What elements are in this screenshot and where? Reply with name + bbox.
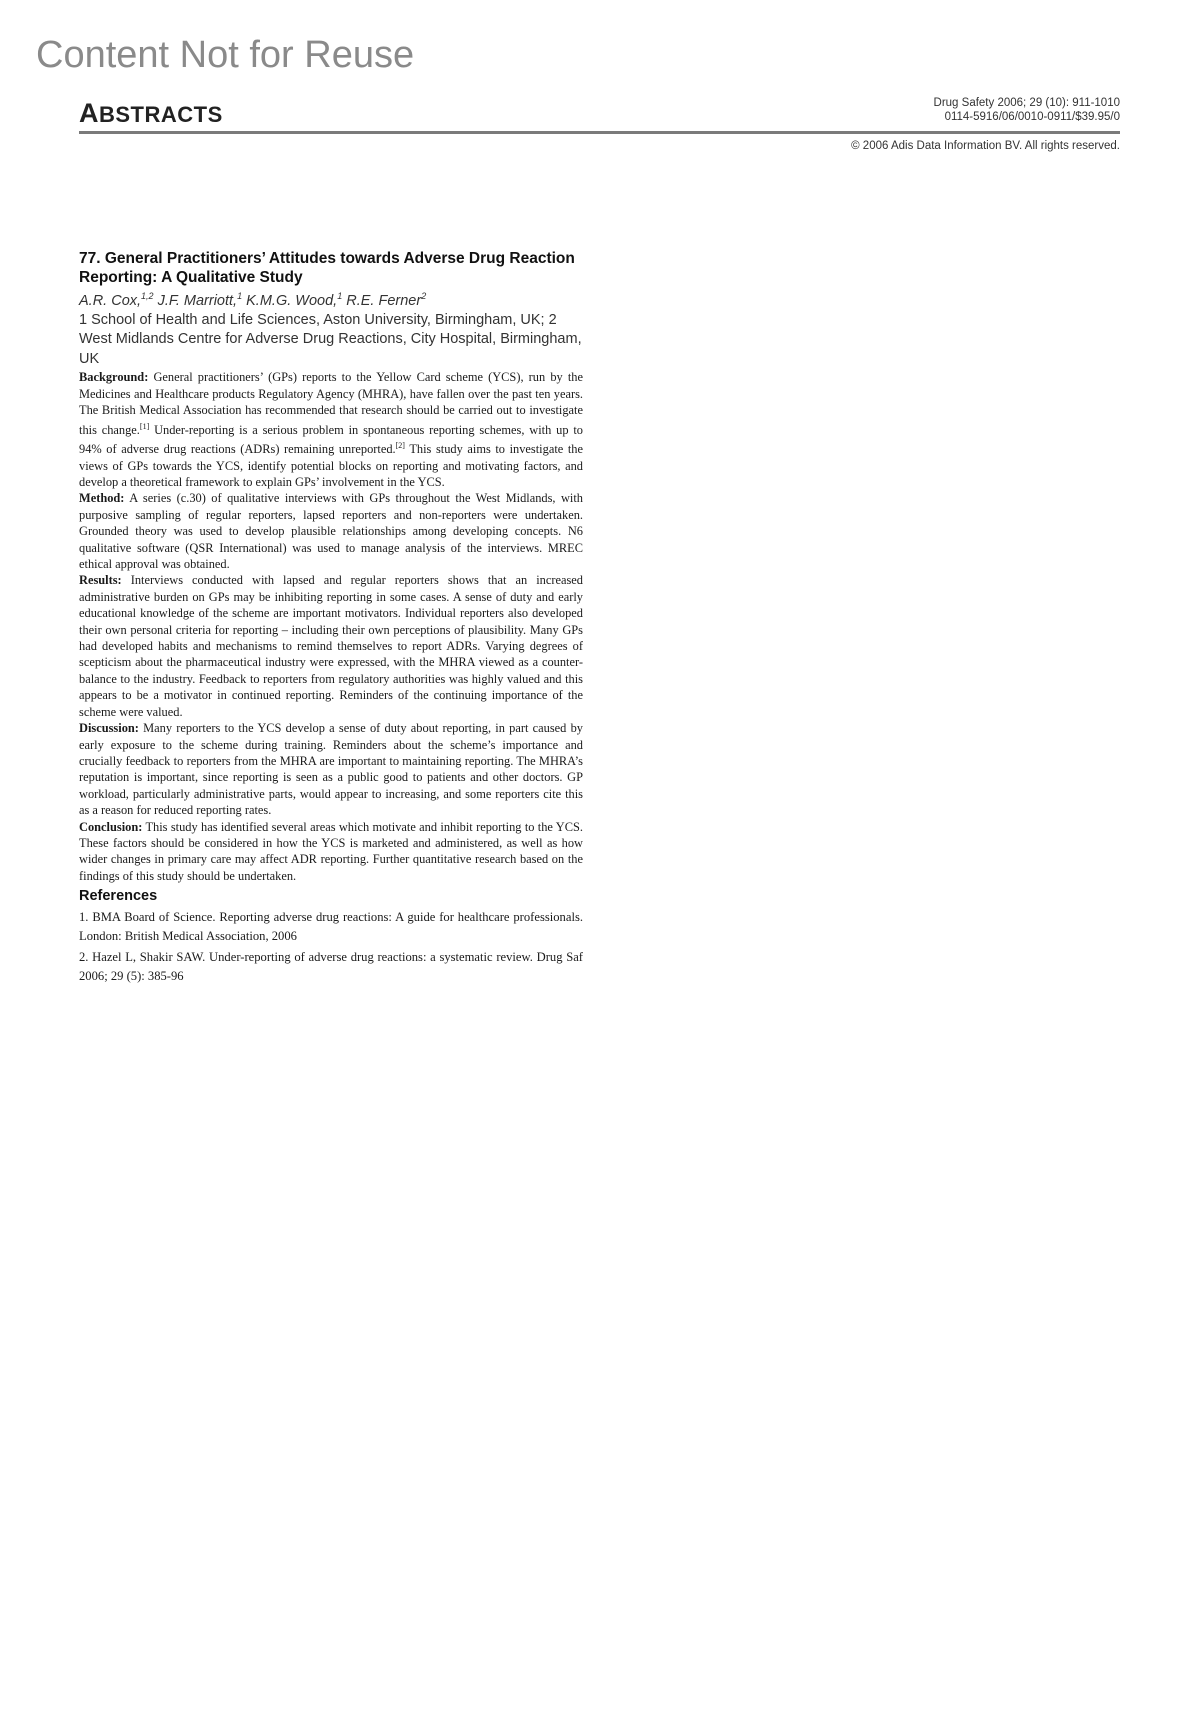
- copyright-notice: © 2006 Adis Data Information BV. All rights reserved.: [851, 140, 1120, 152]
- discussion-label: Discussion:: [79, 721, 139, 736]
- citation-marker: [2]: [395, 441, 405, 451]
- results-label: Results:: [79, 573, 122, 588]
- discussion-paragraph: [79, 720, 583, 818]
- method-text: A series (c.30) of qualitative interviews with GPs throughout the West Midlands, with purposive sampling of regular reporters, lapsed reporters and non-reporters were undertaken. Grounded theory was used to develop plausible relationships among developing concepts. N6 qualitative software (QSR International) was used to manage analysis of the interviews. MREC ethical approval was obtained.: [79, 491, 583, 572]
- conclusion-paragraph: [79, 819, 583, 885]
- abstract-title: 77. General Practitioners’ Attitudes towards Adverse Drug Reaction Reporting: A Qualitative Study: [79, 250, 575, 286]
- method-label: Method:: [79, 491, 125, 506]
- reference-item: 2. Hazel L, Shakir SAW. Under-reporting of adverse drug reactions: a systematic review. Drug Saf 2006; 29 (5): 385-96: [79, 950, 583, 984]
- conclusion-text: This study has identified several areas which motivate and inhibit reporting to the YCS. These factors should be considered in how the YCS is marketed and administered, as well as how wider changes in primary care may affect ADR reporting. Further quantitative research based on the findings of this study should be undertaken.: [79, 819, 583, 883]
- author-affiliation-mark: 2: [421, 291, 427, 301]
- reference-item: 1. BMA Board of Science. Reporting adverse drug reactions: A guide for healthcare professionals. London: British Medical Association, 2006: [79, 910, 583, 944]
- background-text: Under-reporting is a serious problem in spontaneous reporting schemes, with up to 94% of adverse drug reactions (ADRs) remaining unreported.: [79, 422, 583, 457]
- author-name: K.M.G. Wood,: [242, 292, 338, 309]
- discussion-text: Many reporters to the YCS develop a sense of duty about reporting, in part caused by early exposure to the scheme during training. Reminders about the scheme’s importance and crucially feedback to reporters from the MHRA are important to maintaining reporting. The MHRA’s reputation is important, since reporting is seen as a public good to patients and other doctors. GP workload, particularly administrative parts, would appear to increasing, and some reporters cite this as a reason for reduced reporting rates.: [79, 721, 583, 818]
- author-affiliation-mark: 1,2: [141, 291, 154, 301]
- author-affiliation-mark: 1: [337, 291, 343, 301]
- citation-marker: [1]: [139, 421, 150, 431]
- affiliations: 1 School of Health and Life Sciences, Aston University, Birmingham, UK; 2 West Midlands Centre for Adverse Drug Reactions, City Hospital, Birmingham, UK: [79, 311, 582, 367]
- method-paragraph: [79, 490, 583, 572]
- results-paragraph: [79, 572, 583, 720]
- journal-citation: [934, 96, 1120, 124]
- conclusion-label: Conclusion:: [79, 819, 143, 834]
- header-rule: [79, 131, 1120, 134]
- references-heading: References: [79, 888, 158, 905]
- watermark-text: Content Not for Reuse: [36, 34, 415, 76]
- author-list: [79, 287, 583, 311]
- abstract-block: [79, 249, 583, 988]
- author-name: A.R. Cox,: [79, 292, 142, 309]
- author-name: J.F. Marriott,: [153, 292, 238, 309]
- section-title-rest: BSTRACTS: [99, 102, 223, 127]
- journal-issn-line: 0114-5916/06/0010-0911/$39.95/0: [944, 111, 1120, 123]
- author-name: R.E. Ferner: [342, 292, 422, 309]
- journal-citation-line: Drug Safety 2006; 29 (10): 911-1010: [933, 97, 1120, 109]
- background-paragraph: [79, 369, 583, 490]
- background-text: This study aims to investigate the views of GPs towards the YCS, identify potential blocks on reporting and motivating factors, and develop a theoretical framework to explain GPs’ involvement in the YCS.: [79, 442, 583, 490]
- author-affiliation-mark: 1: [237, 291, 243, 301]
- background-label: Background:: [79, 370, 149, 385]
- background-text: General practitioners’ (GPs) reports to the Yellow Card scheme (YCS), run by the Medicines and Healthcare products Regulatory Agency (MHRA), have fallen over the past ten years. The British Medical Association has recommended that research should be carried out to investigate this change.: [79, 370, 583, 437]
- results-text: Interviews conducted with lapsed and regular reporters shows that an increased administrative burden on GPs may be inhibiting reporting in some cases. A sense of duty and early educational knowledge of the scheme are important motivators. Individual reporters also developed their own personal criteria for reporting – including their own perceptions of plausibility. Many GPs had developed habits and mechanisms to remind themselves to report ADRs. Varying degrees of scepticism about the pharmaceutical industry were expressed, with the MHRA viewed as a counter-balance to the industry. Feedback to reporters from regulatory authorities was highly valued and this appears to be a motivator in continued reporting. Reminders of the continuing importance of the scheme were valued.: [79, 573, 583, 719]
- section-title: [79, 98, 223, 129]
- section-title-initial: A: [79, 98, 99, 128]
